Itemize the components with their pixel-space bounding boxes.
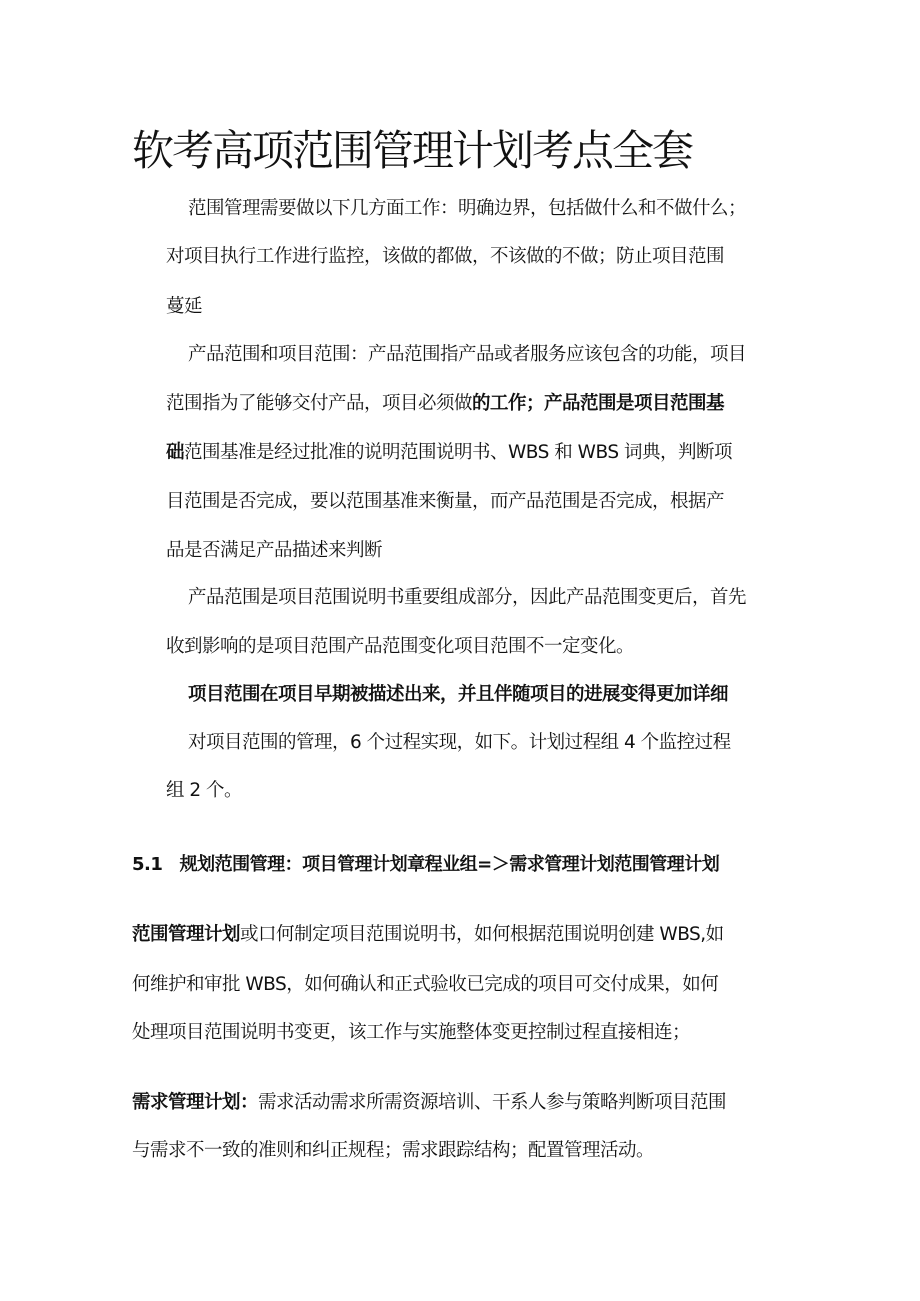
paragraph-1-line-3: 蔓延 [166, 296, 203, 317]
paragraph-7-line-2: 与需求不一致的准则和纠正规程；需求跟踪结构；配置管理活动。 [132, 1140, 655, 1161]
paragraph-1-line-1: 范围管理需要做以下几方面工作：明确边界，包括做什么和不做什么； [188, 198, 747, 219]
product-scope-emphasis: 的工作；产品范围是项目范围基 [472, 393, 725, 414]
paragraph-3-line-2: 收到影响的是项目范围产品范围变化项目范围不一定变化。 [166, 636, 635, 657]
paragraph-4-bold: 项目范围在项目早期被描述出来，并且伴随项目的进展变得更加详细 [188, 684, 729, 705]
paragraph-6-line-1 [132, 920, 724, 946]
paragraph-1-line-2: 对项目执行工作进行监控，该做的都做，不该做的不做；防止项目范围 [166, 246, 725, 267]
paragraph-2-line-2-text: 范围指为了能够交付产品，项目必须做 [166, 393, 473, 414]
section-heading-5-1: 5.1 规划范围管理：项目管理计划章程业组=＞需求管理计划范围管理计划 [132, 854, 720, 875]
paragraph-2-line-1: 产品范围和项目范围：产品范围指产品或者服务应该包含的功能，项目 [188, 344, 747, 365]
paragraph-7-line-1-text: 需求活动需求所需资源培训、干系人参与策略判断项目范围 [258, 1092, 727, 1113]
paragraph-6-line-2: 何维护和审批 WBS，如何确认和正式验收已完成的项目可交付成果，如何 [132, 974, 719, 995]
requirements-management-plan-term: 需求管理计划： [132, 1092, 259, 1113]
paragraph-2-line-5: 品是否满足产品描述来判断 [166, 540, 383, 561]
paragraph-5-line-1: 对项目范围的管理，6 个过程实现，如下。计划过程组 4 个监控过程 [188, 732, 731, 753]
paragraph-6-line-3: 处理项目范围说明书变更，该工作与实施整体变更控制过程直接相连； [132, 1022, 691, 1043]
paragraph-7-line-1 [132, 1088, 726, 1114]
paragraph-2-line-3-text: 范围基准是经过批准的说明范围说明书、WBS 和 WBS 词典，判断项 [184, 442, 732, 463]
paragraph-2-line-2 [166, 389, 724, 415]
paragraph-3-line-1: 产品范围是项目范围说明书重要组成部分，因此产品范围变更后，首先 [188, 587, 747, 608]
paragraph-5-line-2: 组 2 个。 [166, 780, 243, 801]
paragraph-2-line-3 [166, 438, 732, 464]
scope-management-plan-term: 范围管理计划 [132, 924, 241, 945]
paragraph-2-line-4: 目范围是否完成，要以范围基准来衡量，而产品范围是否完成，根据产 [166, 491, 725, 512]
document-title: 软考高项范围管理计划考点全套 [132, 126, 693, 175]
product-scope-emphasis-end: 础 [166, 442, 185, 463]
paragraph-6-line-1-text: 或口何制定项目范围说明书，如何根据范围说明创建 WBS,如 [240, 924, 724, 945]
